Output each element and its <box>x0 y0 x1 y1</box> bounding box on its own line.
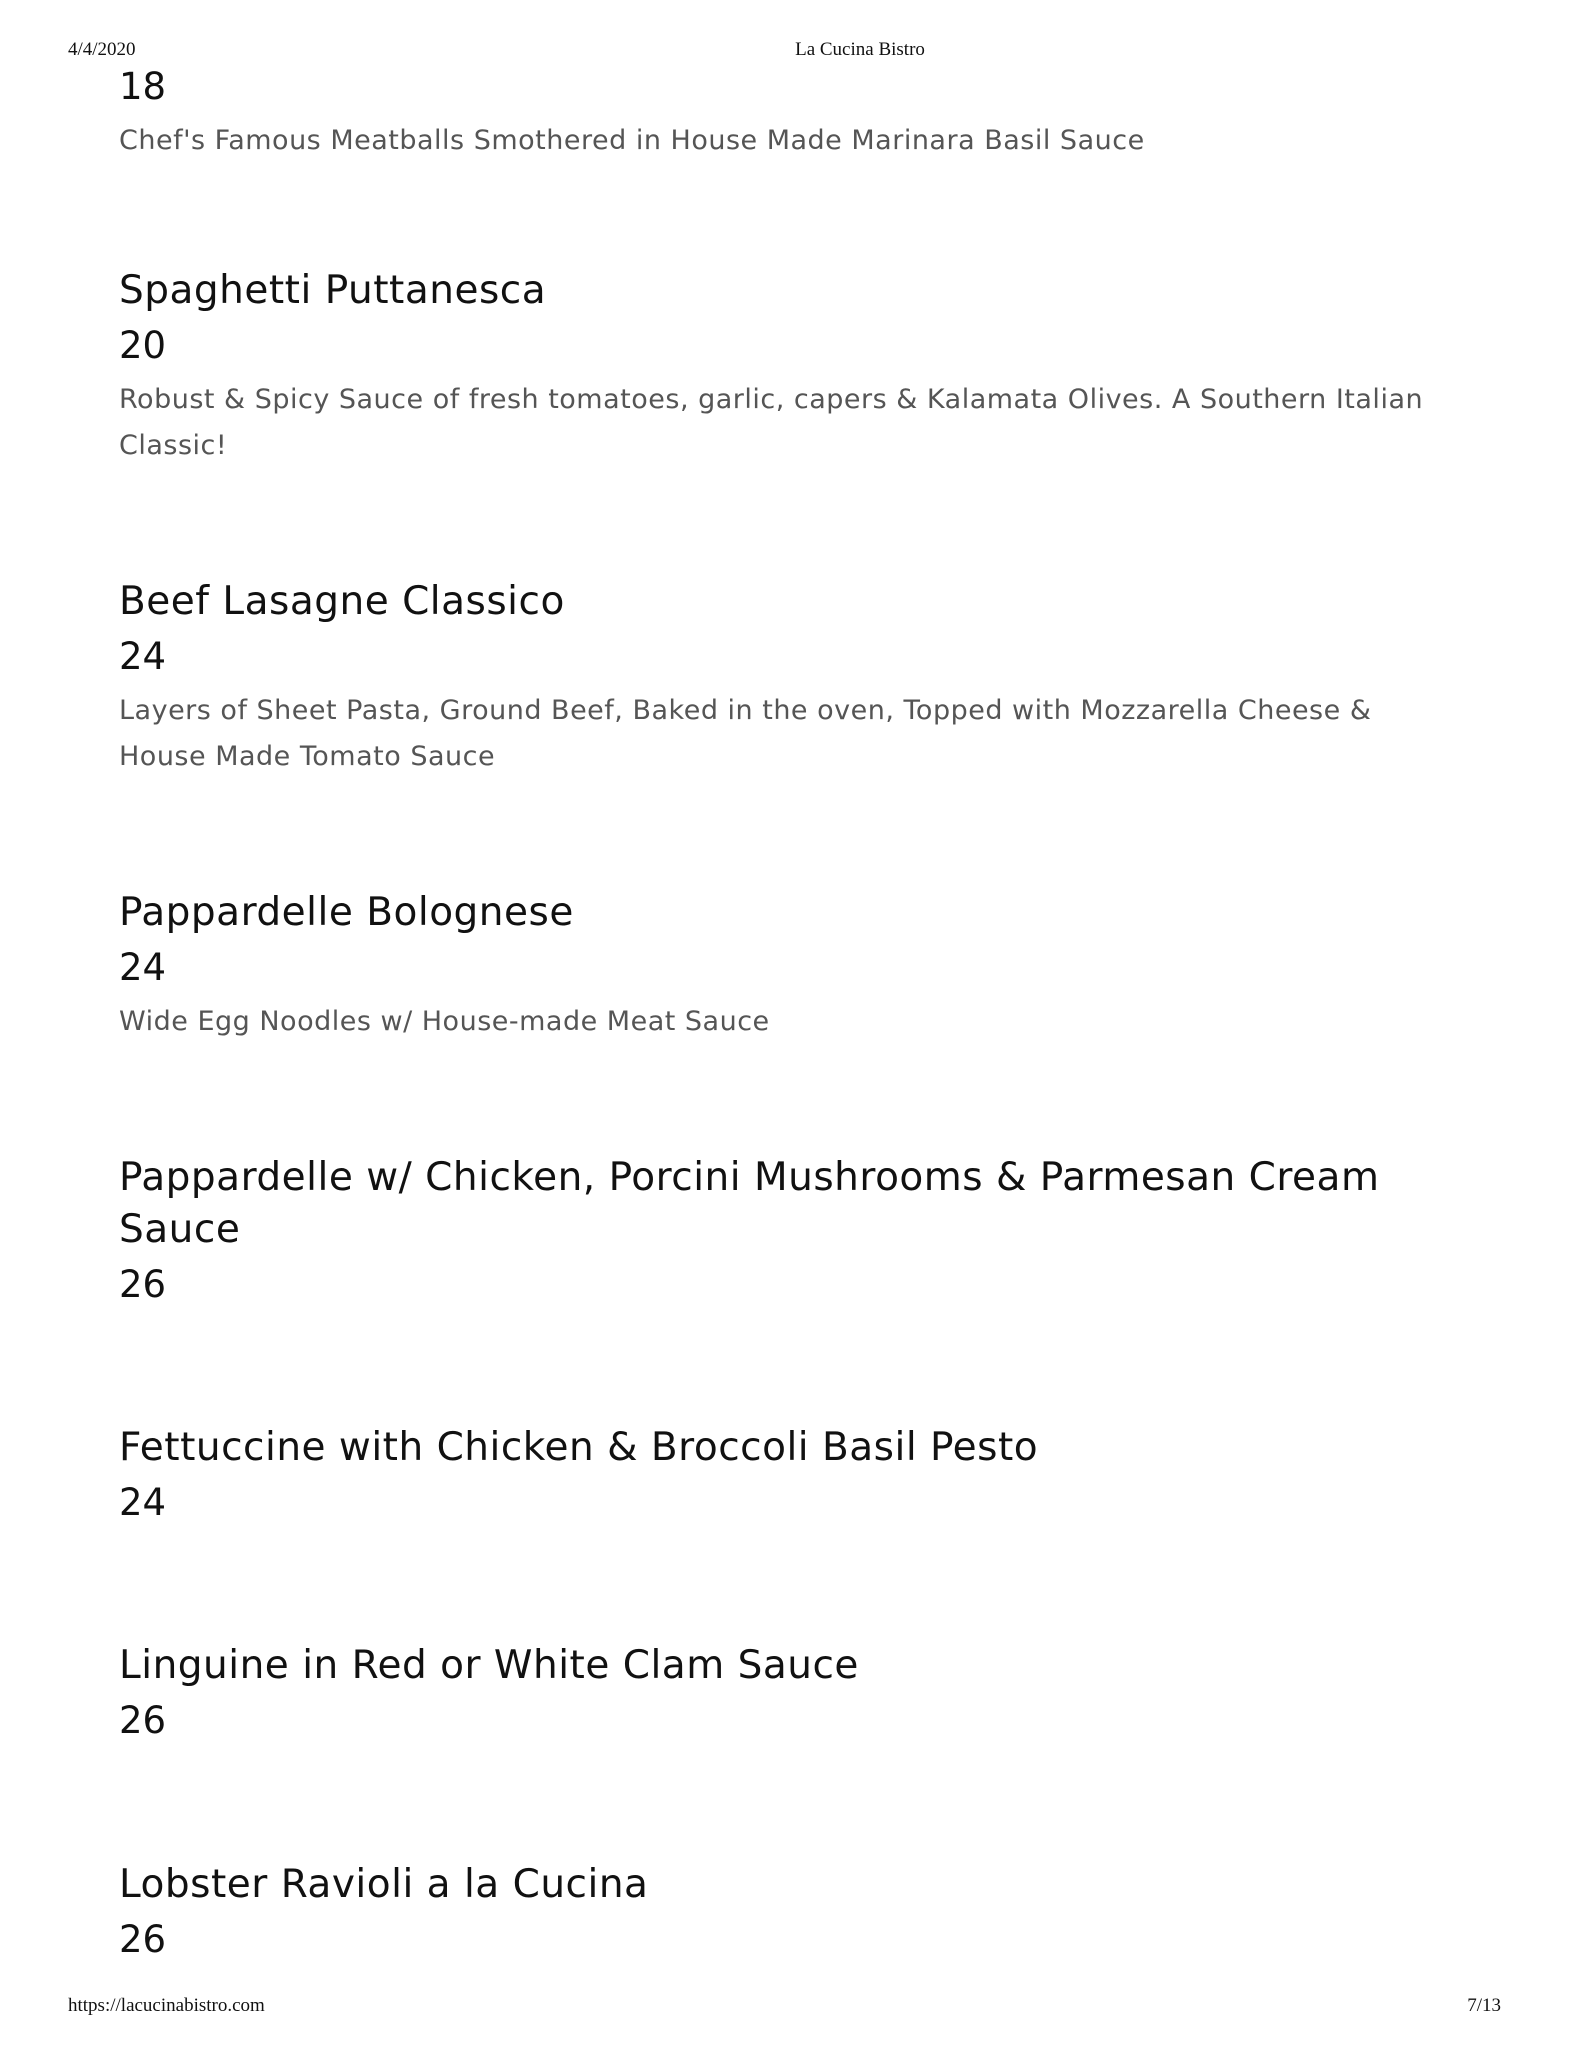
menu-item-name: Lobster Ravioli a la Cucina <box>119 1862 649 1907</box>
menu-item-name: Spaghetti Puttanesca <box>119 268 547 313</box>
print-date: 4/4/2020 <box>68 39 136 60</box>
menu-item-fettuccine-chicken-pesto <box>119 1422 1439 1532</box>
menu-item-meatballs <box>119 62 1439 164</box>
print-url: https://lacucinabistro.com <box>68 1995 265 2016</box>
menu-item-price: 26 <box>119 1263 167 1306</box>
menu-item-name: Linguine in Red or White Clam Sauce <box>119 1643 859 1688</box>
menu-item-pappardelle-bolognese <box>119 887 1439 1045</box>
print-footer <box>0 1995 1582 2021</box>
print-page-title: La Cucina Bistro <box>795 39 925 60</box>
menu-item-name: Fettuccine with Chicken & Broccoli Basil Pesto <box>119 1425 1039 1470</box>
menu-item-pappardelle-chicken-porcini <box>119 1152 1439 1314</box>
menu-item-spaghetti-puttanesca <box>119 265 1439 469</box>
menu-item-price: 26 <box>119 1699 167 1742</box>
menu-item-lobster-ravioli <box>119 1859 1439 1969</box>
menu-item-description: Wide Egg Noodles w/ House-made Meat Sauce <box>119 1006 770 1037</box>
menu-item-price: 24 <box>119 946 167 989</box>
menu-item-name: Pappardelle Bolognese <box>119 890 574 935</box>
menu-item-description: Layers of Sheet Pasta, Ground Beef, Baked in the oven, Topped with Mozzarella Cheese & House Made Tomato Sauce <box>119 695 1372 772</box>
print-page-number: 7/13 <box>1467 1995 1501 2016</box>
menu-item-price: 18 <box>119 65 167 108</box>
menu-item-description: Robust & Spicy Sauce of fresh tomatoes, garlic, capers & Kalamata Olives. A Southern Italian Classic! <box>119 384 1424 461</box>
menu-item-name: Beef Lasagne Classico <box>119 579 565 624</box>
menu-item-price: 24 <box>119 1481 167 1524</box>
menu-item-price: 26 <box>119 1918 167 1961</box>
menu-item-price: 20 <box>119 324 167 367</box>
menu-item-beef-lasagne <box>119 576 1439 780</box>
menu-item-linguine-clam <box>119 1640 1439 1750</box>
menu-item-description: Chef's Famous Meatballs Smothered in House Made Marinara Basil Sauce <box>119 125 1145 156</box>
menu-item-price: 24 <box>119 635 167 678</box>
menu-content <box>119 62 1439 1970</box>
menu-item-name: Pappardelle w/ Chicken, Porcini Mushrooms & Parmesan Cream Sauce <box>119 1155 1380 1252</box>
